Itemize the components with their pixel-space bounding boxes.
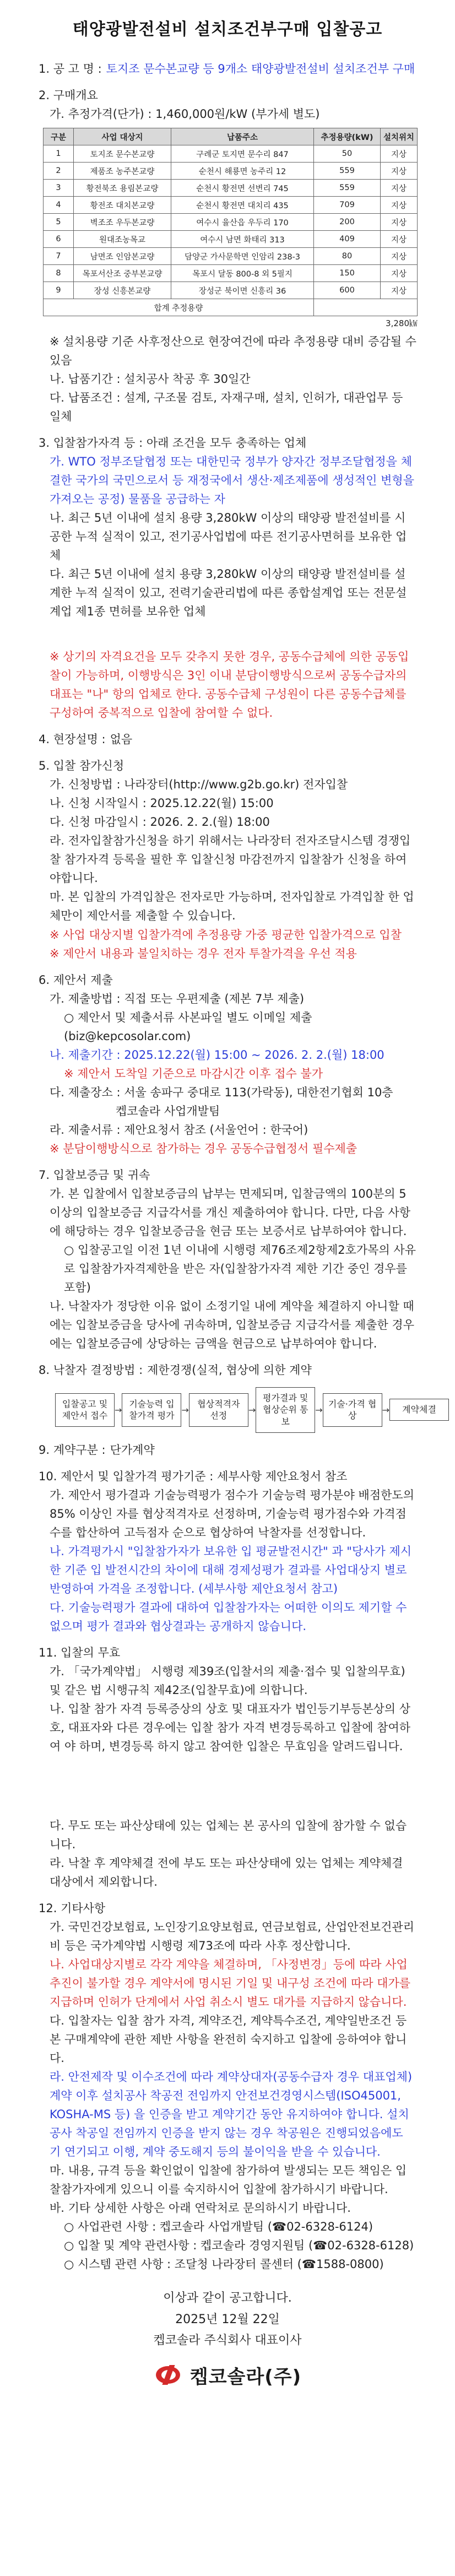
table-cell: 토지조 문수본교량 xyxy=(74,145,171,163)
submit-team: 켑코솔라 사업개발팀 xyxy=(116,1104,220,1118)
table-cell: 순천시 황전면 선변리 745 xyxy=(171,180,314,197)
section-9-label: 9. 계약구분 : xyxy=(39,1443,106,1457)
apply-deadline: 다. 신청 마감일시 : 2026. 2. 2.(월) 18:00 xyxy=(50,815,270,829)
bid-bond-a1: ○ 입찰공고일 이전 1년 이내에 시행령 제76조제2항제2호가목의 사유로 입찰참가자격제한을 받은 자(입찰참가자격 제한 기간 중인 경우를 포함) xyxy=(64,1243,416,1294)
submit-deadline-note: ※ 제안서 도착일 기준으로 마감시간 이후 접수 불가 xyxy=(64,1067,323,1080)
table-cell: 5 xyxy=(44,214,74,231)
table-cell: 지상 xyxy=(381,248,418,265)
table-row xyxy=(44,214,418,231)
section-9 xyxy=(39,1441,416,1459)
col-header: 설치위치 xyxy=(381,128,418,145)
total-value-empty xyxy=(314,299,418,316)
joint-agreement-note: ※ 분담이행방식으로 참가하는 경우 공동수급협정서 필수제출 xyxy=(50,1141,358,1155)
table-cell: 원대조농목교 xyxy=(74,231,171,248)
section-8 xyxy=(39,1361,416,1379)
section-4-label: 4. 현장설명 : xyxy=(39,733,106,746)
total-label: 합계 추정용량 xyxy=(44,299,314,316)
evaluation-a: 가. 제안서 평가결과 기술능력평가 점수가 기술능력 평가분야 배점한도의 85% 이상인 자를 협상적격자로 선정하며, 기술능력 평가점수와 가격점수를 합산하여 고득점자 순으로 협상하여 낙찰자를 선정합니다. xyxy=(50,1488,414,1539)
misc-e: 마. 내용, 규격 등을 확인없이 입찰에 참가하여 발생되는 모든 책임은 입찰참가자에게 있으니 이를 숙지하시어 입찰에 참가하시기 바랍니다. xyxy=(50,2164,407,2196)
table-cell: 제품조 농주본교량 xyxy=(74,163,171,180)
table-cell: 목포시 달동 800-8 외 5필지 xyxy=(171,265,314,282)
table-cell: 1 xyxy=(44,145,74,163)
table-row xyxy=(44,163,418,180)
misc-d: 라. 안전제작 및 이수조건에 따라 계약상대자(공동수급자 경우 대표업체) 계약 이후 설치공사 착공전 전임까지 안전보건경영시스템(ISO45001, KOSHA-MS 등) 을 인증을 받고 계약기간 동안 유지하여야 합니다. 설치공사 착공일 전임까지 인증을 받지 않는 경우 착공원은 진행되었음에도 기 연기되고 이행, 계약 중도해지 등의 불이익을 받을 수 있습니다. xyxy=(50,2070,413,2159)
apply-start: 나. 신청 시작일시 : 2025.12.22(월) 15:00 xyxy=(50,797,274,810)
table-cell: 남면조 인암본교량 xyxy=(74,248,171,265)
notice-name: 토지조 문수본교량 등 9개소 태양광발전설비 설치조건부 구매 xyxy=(106,62,415,75)
section-1 xyxy=(39,59,416,78)
evaluation-b: 나. 가격평가시 "입찰참가자가 보유한 입 평균발전시간" 과 "당사가 제시한 기준 입 발전시간의 차이에 대해 경제성평가 결과를 사업대상지 별로 반영하여 가격을 조정합니다. (세부사항 제안요청서 참고) xyxy=(50,1544,412,1595)
col-header: 구분 xyxy=(44,128,74,145)
delivery-period: 나. 납품기간 : 설치공사 착공 후 30일간 xyxy=(50,372,251,386)
bid-price-note: ※ 사업 대상지별 입찰가격에 추정용량 가중 평균한 입찰가격으로 입찰 xyxy=(50,928,402,941)
contact-business: ○ 사업관련 사항 : 켑코솔라 사업개발팀 (☎02-6328-6124) xyxy=(64,2220,373,2234)
section-6-label: 6. 제안서 제출 xyxy=(39,973,113,987)
closing-statement: 이상과 같이 공고합니다. xyxy=(163,2291,292,2306)
arrow-right-icon: → xyxy=(181,1404,189,1415)
table-cell: 지상 xyxy=(381,197,418,214)
table-cell: 지상 xyxy=(381,163,418,180)
invalid-c: 다. 무도 또는 파산상태에 있는 업체는 본 공사의 입찰에 참가할 수 없습니다. xyxy=(50,1819,407,1851)
section-11-label: 11. 입찰의 무효 xyxy=(39,1646,121,1659)
logo-text: 켑코솔라(주) xyxy=(189,2366,302,2388)
qualification-b: 나. 최근 5년 이내에 설치 용량 3,280kW 이상의 태양광 발전설비를 시공한 누적 실적이 있고, 전기공사업법에 따른 전기공사면허를 보유한 업체 xyxy=(50,511,407,562)
total-capacity: 3,280㎾ xyxy=(386,318,418,329)
contract-type: 단가계약 xyxy=(110,1443,155,1457)
submit-place: 다. 제출장소 : 서울 송파구 중대로 113(가락동), 대한전기협회 10층 xyxy=(50,1085,393,1099)
contact-system: ○ 시스템 관련 사항 : 조달청 나라장터 콜센터 (☎1588-0800) xyxy=(64,2258,384,2271)
table-cell: 순천시 해룡면 농주리 12 xyxy=(171,163,314,180)
section-1-label: 1. 공 고 명 : xyxy=(39,62,102,75)
invalid-a: 가. 「국가계약법」 시행령 제39조(입찰서의 제출·접수 및 입찰의무효) 및 같은 법 시행규칙 제42조(입찰무효)에 의합니다. xyxy=(50,1664,405,1697)
site-table-wrap xyxy=(43,128,416,329)
apply-method: 가. 신청방법 : 나라장터(http://www.g2b.go.kr) 전자입찰 xyxy=(50,778,348,792)
table-cell: 황전북조 용림본교량 xyxy=(74,180,171,197)
table-row xyxy=(44,248,418,265)
contact-contract: ○ 입찰 및 계약 관련사항 : 켑코솔라 경영지원팀 (☎02-6328-6128) xyxy=(64,2239,414,2253)
table-cell: 여수시 남면 화태리 313 xyxy=(171,231,314,248)
capacity-note: ※ 설치용량 기준 사후정산으로 현장여건에 따라 추정용량 대비 증감될 수 있음 xyxy=(50,335,416,367)
arrow-right-icon: → xyxy=(315,1404,323,1415)
table-row xyxy=(44,231,418,248)
award-method: 제한경쟁(실적, 협상에 의한 계약 xyxy=(147,1363,312,1377)
table-cell: 50 xyxy=(314,145,381,163)
delivery-conditions: 다. 납품조건 : 설계, 구조물 검토, 자재구매, 설치, 인허가, 대관업무 등 일체 xyxy=(50,391,403,424)
bid-bond-a: 가. 본 입찰에서 입찰보증금의 납부는 면제되며, 입찰금액의 100분의 5이상의 입찰보증금 지급각서를 개신 제출하여야 합니다. 다만, 다음 사항에 해당하는 경우 입찰보증금을 현금 또는 보증서로 납부하여야 합니다. xyxy=(50,1187,411,1238)
evaluation-c: 다. 기술능력평가 결과에 대하여 입찰참가자는 어떠한 이의도 제기할 수 없으며 평가 결과와 협상결과는 공개하지 않습니다. xyxy=(50,1600,407,1633)
table-cell: 담양군 가사문학면 인암리 238-3 xyxy=(171,248,314,265)
col-header: 사업 대상지 xyxy=(74,128,171,145)
table-cell: 지상 xyxy=(381,265,418,282)
misc-a: 가. 국민건강보험료, 노인장기요양보험료, 연금보험료, 산업안전보건관리 비 등은 국가계약법 시행령 제73조에 따라 사후 정산합니다. xyxy=(50,1920,414,1952)
table-cell: 여수시 율산읍 우두리 170 xyxy=(171,214,314,231)
submit-method: 가. 제출방법 : 직접 또는 우편제출 (제본 7부 제출) xyxy=(50,992,305,1005)
table-cell: 6 xyxy=(44,231,74,248)
table-cell: 지상 xyxy=(381,231,418,248)
table-row xyxy=(44,180,418,197)
issuer: 켑코솔라 주식회사 대표이사 xyxy=(153,2334,302,2348)
section-8-label: 8. 낙찰자 결정방법 : xyxy=(39,1363,143,1377)
section-12-label: 12. 기타사항 xyxy=(39,1901,106,1915)
arrow-right-icon: → xyxy=(382,1404,390,1415)
misc-f: 바. 기타 상세한 사항은 아래 연락처로 문의하시기 바랍니다. xyxy=(50,2201,351,2215)
table-row xyxy=(44,282,418,299)
section-3-label: 3. 입찰참가자격 등 : 아래 조건을 모두 충족하는 업체 xyxy=(39,436,307,450)
flow-step: 협상적격자 선정 xyxy=(189,1393,248,1427)
invalid-b: 나. 입찰 참가 자격 등록증상의 상호 및 대표자가 법인등기부등본상의 상호, 대표자와 다른 경우에는 입찰 참가 자격 변경등록하고 입찰에 참여하여 야 하며, 변경등록 하지 않고 참여한 입찰은 무효임을 알려드립니다. xyxy=(50,1702,411,1753)
bid-bond-b: 나. 낙찰자가 정당한 이유 없이 소정기일 내에 계약을 체결하지 아니할 때에는 입찰보증금을 당사에 귀속하며, 입찰보증금 지급각서를 제출한 경우에는 입찰보증금에 상당하는 금액을 현금으로 납부하여야 합니다. xyxy=(50,1299,414,1350)
table-cell: 7 xyxy=(44,248,74,265)
flow-step: 계약체결 xyxy=(389,1399,449,1421)
table-cell: 황전조 대치본교량 xyxy=(74,197,171,214)
qualification-a: 가. WTO 정부조달협정 또는 대한민국 정부가 양자간 정부조달협정을 체결한 국가의 국민으로서 등 재정국에서 생산·제조제품에 생성적인 변형을 가져오는 공정) 물품을 공급하는 자 xyxy=(50,455,414,506)
table-cell: 4 xyxy=(44,197,74,214)
table-cell: 구례군 토지면 문수리 847 xyxy=(171,145,314,163)
table-cell: 장성군 북이면 신흥리 36 xyxy=(171,282,314,299)
table-row xyxy=(44,197,418,214)
notice-date: 2025년 12월 22일 xyxy=(175,2312,280,2326)
table-cell: 3 xyxy=(44,180,74,197)
submit-email: ○ 제안서 및 제출서류 사본파일 별도 이메일 제출 (biz@kepcosolar.com) xyxy=(64,1010,312,1043)
table-header-row xyxy=(44,128,418,145)
table-cell: 지상 xyxy=(381,180,418,197)
site-table-body xyxy=(44,145,418,299)
table-cell: 9 xyxy=(44,282,74,299)
section-7-label: 7. 입찰보증금 및 귀속 xyxy=(39,1168,150,1182)
section-4 xyxy=(39,730,416,749)
table-cell: 559 xyxy=(314,180,381,197)
table-cell: 409 xyxy=(314,231,381,248)
table-cell: 벽조조 우두본교량 xyxy=(74,214,171,231)
section-10-label: 10. 제안서 및 입찰가격 평가기준 : 세부사항 제안요청서 참조 xyxy=(39,1469,348,1483)
table-cell: 목포서산조 중부본교량 xyxy=(74,265,171,282)
table-total-row xyxy=(44,299,418,316)
table-cell: 150 xyxy=(314,265,381,282)
table-cell: 2 xyxy=(44,163,74,180)
flow-step: 기술능력 입찰가격 평가 xyxy=(122,1393,181,1427)
table-cell: 순천시 황전면 대치리 435 xyxy=(171,197,314,214)
col-header: 납품주소 xyxy=(171,128,314,145)
flow-step: 입찰공고 및 제안서 접수 xyxy=(55,1393,115,1427)
submit-period: 나. 제출기간 : 2025.12.22(월) 15:00 ~ 2026. 2. 2.(월) 18:00 xyxy=(50,1048,384,1062)
table-cell: 장성 신흥본교량 xyxy=(74,282,171,299)
misc-c: 다. 입찰자는 입찰 참가 자격, 계약조건, 계약특수조건, 계약일반조건 등 본 구매계약에 관한 제반 사항을 완전히 숙지하고 입찰에 응하여야 합니다. xyxy=(50,2014,407,2065)
site-briefing: 없음 xyxy=(110,733,133,746)
company-logo xyxy=(39,2362,416,2389)
misc-b: 나. 사업대상지별로 각각 계약을 체결하며, 「사정변경」등에 따라 사업추진이 불가할 경우 계약서에 명시된 기일 및 내구성 조건에 따라 대가를 지급하며 인허가 단계에서 사업 취소시 별도 대가를 지급하지 않습니다. xyxy=(50,1958,411,2009)
flow-step: 기술·가격 협상 xyxy=(323,1393,382,1427)
site-table xyxy=(43,128,418,316)
table-cell: 8 xyxy=(44,265,74,282)
page-title: 태양광발전설비 설치조건부구매 입찰공고 xyxy=(72,20,383,39)
table-cell: 709 xyxy=(314,197,381,214)
table-row xyxy=(44,265,418,282)
arrow-right-icon: → xyxy=(115,1404,122,1415)
invalid-d: 라. 낙찰 후 계약체결 전에 부도 또는 파산상태에 있는 업체는 계약체결 대상에서 제외합니다. xyxy=(50,1856,403,1888)
table-row xyxy=(44,145,418,163)
table-cell: 지상 xyxy=(381,282,418,299)
section-5-label: 5. 입찰 참가신청 xyxy=(39,759,124,773)
table-cell: 559 xyxy=(314,163,381,180)
kepco-solar-logo-icon xyxy=(154,2363,185,2387)
flow-step: 평가결과 및 협상순위 통보 xyxy=(256,1387,315,1433)
qualification-c: 다. 최근 5년 이내에 설치 용량 3,280kW 이상의 태양광 발전설비를 설계한 누적 실적이 있고, 전력기술관리법에 따른 종합설계업 또는 전문설계업 제1종 면허를 보유한 업체 xyxy=(50,567,407,619)
award-flow xyxy=(55,1387,436,1433)
submit-documents: 라. 제출서류 : 제안요청서 참조 (서울언어 : 한국어) xyxy=(50,1123,308,1137)
mismatch-note: ※ 제안서 내용과 불일치하는 경우 전자 투찰가격을 우선 적용 xyxy=(50,946,357,960)
col-header: 추정용량(kW) xyxy=(314,128,381,145)
table-cell: 80 xyxy=(314,248,381,265)
table-cell: 지상 xyxy=(381,214,418,231)
section-2-label: 2. 구매개요 xyxy=(39,89,98,102)
apply-note-e: 마. 본 입찰의 가격입찰은 전자로만 가능하며, 전자입찰로 가격입찰 한 업체만이 제안서를 제출할 수 있습니다. xyxy=(50,890,414,923)
table-cell: 지상 xyxy=(381,145,418,163)
joint-bid-note: ※ 상기의 자격요건을 모두 갖추지 못한 경우, 공동수급체에 의한 공동입찰이 가능하며, 이행방식은 3인 이내 분담이행방식으로써 공동수급자의 대표는 "나" 항의 업체로 한다. 공동수급체 구성원이 다른 공동수급체를 구성하여 중복적으로 입찰에 참여할 수 없다. xyxy=(50,650,409,720)
arrow-right-icon: → xyxy=(248,1404,256,1415)
table-cell: 600 xyxy=(314,282,381,299)
estimated-price: 가. 추정가격(단가) : 1,460,000원/kW (부가세 별도) xyxy=(50,107,320,121)
apply-note-d: 라. 전자입찰참가신청을 하기 위해서는 나라장터 전자조달시스템 경쟁입찰 참가자격 등록을 필한 후 입찰신청 마감전까지 입찰참가 신청을 하여야합니다. xyxy=(50,834,411,885)
table-cell: 200 xyxy=(314,214,381,231)
